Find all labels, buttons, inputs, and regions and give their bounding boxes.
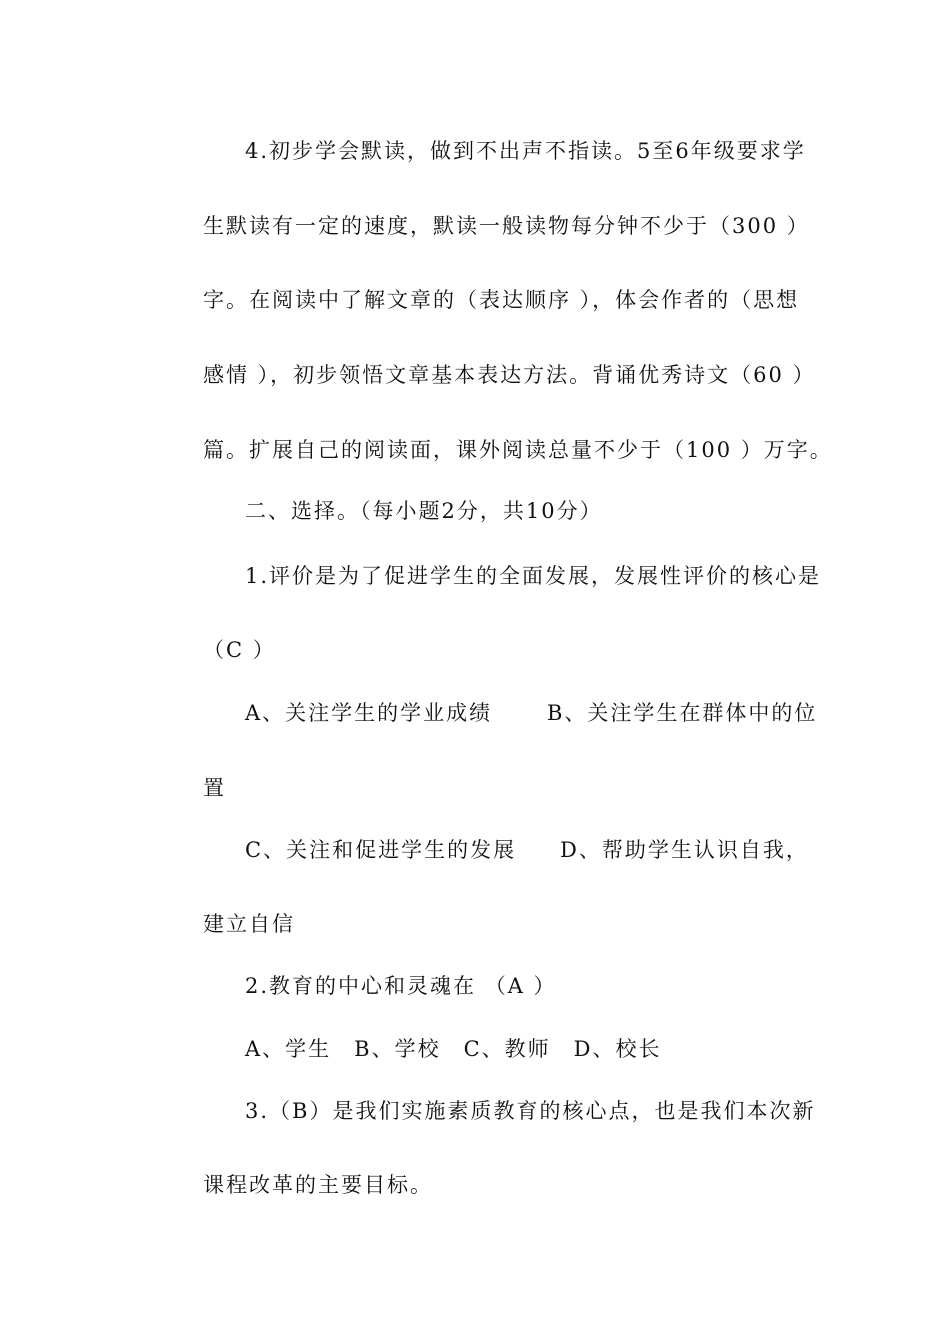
q1-option-d-cont: 建立自信 [203, 912, 295, 936]
q1-stem-line2: （C ） [203, 638, 276, 662]
item4-line1: 4.初步学会默读，做到不出声不指读。5至6年级要求学 [245, 139, 806, 163]
q1-option-a: A、关注学生的学业成绩 [245, 701, 493, 725]
q1-option-b: B、关注学生在群体中的位 [547, 701, 818, 725]
section-two-heading: 二、选择。（每小题2分，共10分） [245, 499, 603, 523]
q2-options: A、学生 B、学校 C、教师 D、校长 [245, 1037, 662, 1061]
q1-option-d: D、帮助学生认识自我， [560, 838, 809, 862]
q2-stem: 2.教育的中心和灵魂在 （A ） [245, 974, 557, 998]
q3-stem-line1: 3.（B）是我们实施素质教育的核心点，也是我们本次新 [245, 1099, 816, 1123]
q1-option-b-cont: 置 [203, 776, 226, 800]
item4-line5: 篇。扩展自己的阅读面，课外阅读总量不少于（100 ）万字。 [203, 438, 833, 462]
q3-stem-line2: 课程改革的主要目标。 [203, 1173, 433, 1197]
item4-line2: 生默读有一定的速度，默读一般读物每分钟不少于（300 ） [203, 214, 810, 238]
item4-line3: 字。在阅读中了解文章的（表达顺序 ），体会作者的（思想 [203, 288, 800, 312]
item4-line4: 感情 ），初步领悟文章基本表达方法。背诵优秀诗文（60 ） [203, 363, 816, 387]
q1-option-c: C、关注和促进学生的发展 [245, 838, 517, 862]
q1-stem-line1: 1.评价是为了促进学生的全面发展，发展性评价的核心是 [245, 564, 822, 588]
